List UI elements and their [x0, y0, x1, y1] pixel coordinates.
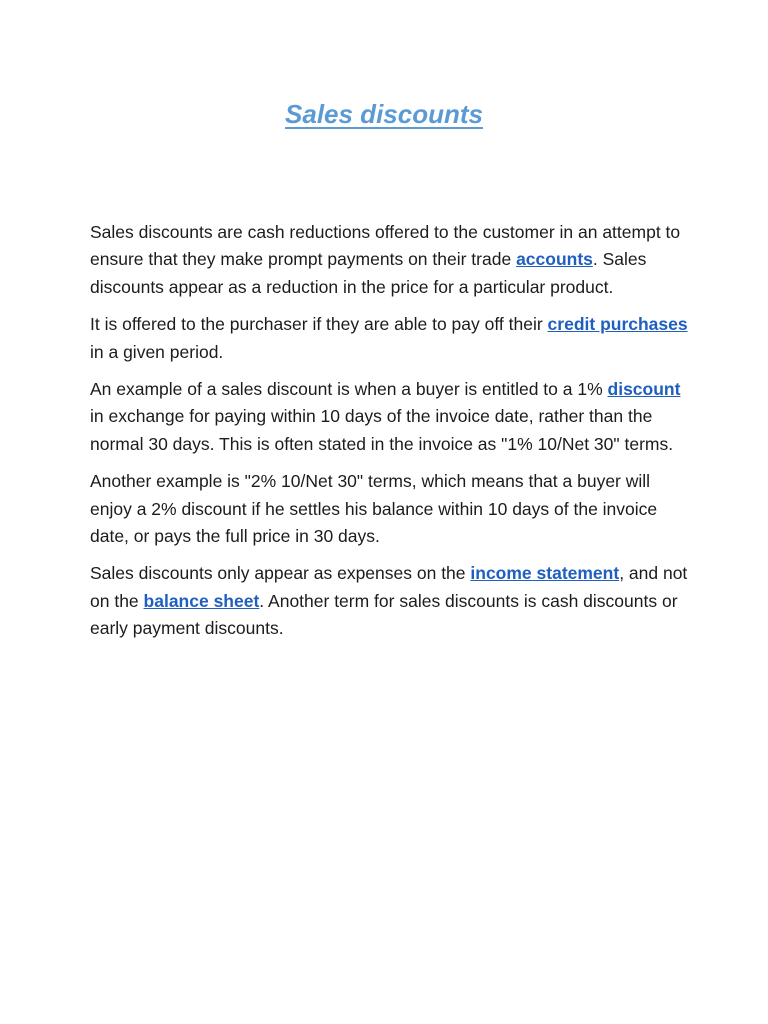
- paragraph-text: Sales discounts only appear as expenses on the: [90, 563, 471, 584]
- paragraph-3: [90, 376, 690, 458]
- paragraph-text: in exchange for paying within 10 days of the invoice date, rather than the normal 30 days. This is often stated in the invoice as "1% 10/Net 30" terms.: [90, 406, 674, 454]
- paragraph-text: An example of a sales discount is when a buyer is entitled to a 1%: [90, 379, 608, 400]
- paragraph-5: [90, 560, 690, 642]
- paragraph-text: Sales discounts are cash reductions offered to the customer in an attempt to ensure that they make prompt payments on their trade: [90, 222, 681, 270]
- page-title: Sales discounts: [285, 99, 483, 129]
- paragraph-2: [90, 311, 690, 366]
- credit-purchases-link[interactable]: credit purchases: [547, 314, 688, 335]
- paragraph-text: . Another term for sales discounts is cash discounts or early payment discounts.: [90, 590, 678, 639]
- document-body: [90, 219, 690, 653]
- paragraph-text: Another example is "2% 10/Net 30" terms, which means that a buyer will enjoy a 2% discount if he settles his balance within 10 days of the invoice date, or pays the full price in 30 days.: [90, 471, 658, 547]
- discount-link[interactable]: discount: [607, 379, 681, 400]
- accounts-link[interactable]: accounts: [516, 249, 593, 270]
- paragraph-text: It is offered to the purchaser if they are able to pay off their: [90, 314, 548, 335]
- paragraph-text: in a given period.: [90, 341, 224, 362]
- paragraph-1: [90, 219, 690, 301]
- paragraph-text: , and not on the: [90, 563, 688, 611]
- paragraph-4: [90, 468, 690, 550]
- paragraph-text: . Sales discounts appear as a reduction in the price for a particular product.: [90, 249, 647, 297]
- income-statement-link[interactable]: income statement: [470, 563, 620, 584]
- balance-sheet-link[interactable]: balance sheet: [143, 590, 260, 611]
